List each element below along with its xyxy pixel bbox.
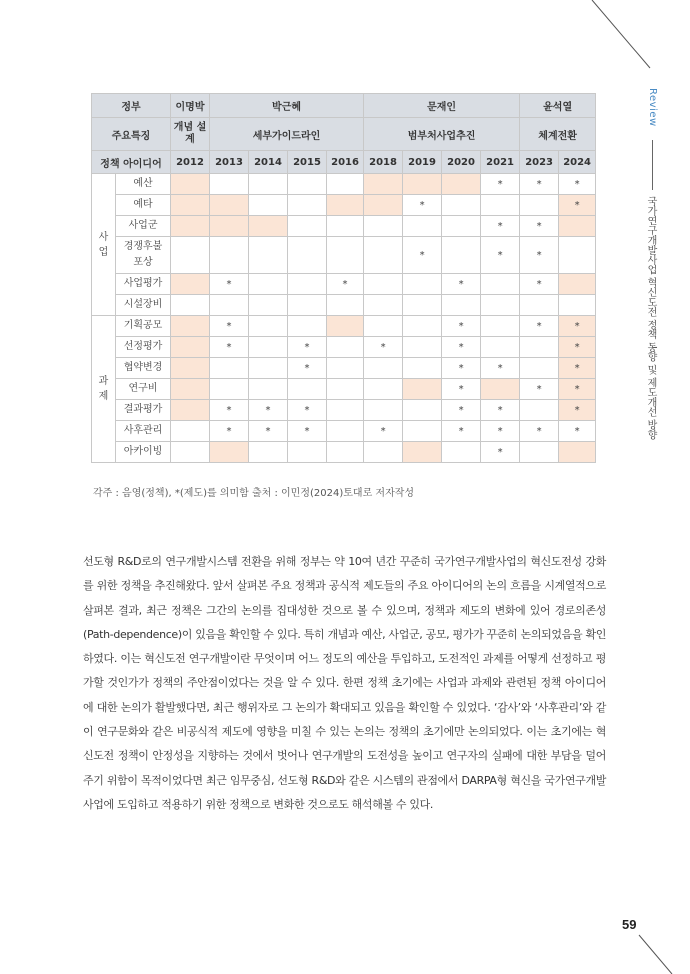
year-cell bbox=[171, 337, 210, 358]
year-cell: * bbox=[481, 237, 520, 274]
year-cell: * bbox=[442, 316, 481, 337]
year-cell bbox=[327, 216, 364, 237]
header-year: 2018 bbox=[364, 151, 403, 174]
year-cell bbox=[171, 274, 210, 295]
year-cell bbox=[364, 216, 403, 237]
year-cell: * bbox=[559, 400, 596, 421]
header-key-feature: 주요특징 bbox=[92, 118, 171, 151]
year-cell: * bbox=[288, 400, 327, 421]
year-cell bbox=[442, 442, 481, 463]
year-cell: * bbox=[559, 195, 596, 216]
year-cell bbox=[249, 337, 288, 358]
year-cell: * bbox=[481, 174, 520, 195]
year-cell bbox=[364, 316, 403, 337]
year-cell bbox=[559, 237, 596, 274]
bottom-diagonal-line bbox=[639, 935, 672, 974]
year-cell: * bbox=[210, 421, 249, 442]
year-cell: * bbox=[210, 274, 249, 295]
year-cell bbox=[442, 195, 481, 216]
year-cell bbox=[210, 237, 249, 274]
year-cell: * bbox=[481, 216, 520, 237]
year-cell bbox=[327, 295, 364, 316]
year-cell: * bbox=[403, 237, 442, 274]
year-cell: * bbox=[442, 421, 481, 442]
year-cell bbox=[327, 174, 364, 195]
year-cell: * bbox=[520, 216, 559, 237]
row-label: 아카이빙 bbox=[116, 442, 171, 463]
year-cell: * bbox=[364, 337, 403, 358]
year-cell bbox=[403, 216, 442, 237]
year-cell bbox=[327, 358, 364, 379]
year-cell: * bbox=[442, 337, 481, 358]
year-cell bbox=[364, 358, 403, 379]
year-cell bbox=[249, 358, 288, 379]
year-cell: * bbox=[210, 316, 249, 337]
running-title: 국가연구개발사업 혁신도전 정책 동향 및 제도개선 방향 bbox=[645, 196, 656, 440]
year-cell bbox=[559, 295, 596, 316]
year-cell bbox=[403, 274, 442, 295]
year-cell bbox=[171, 358, 210, 379]
side-divider bbox=[652, 140, 653, 190]
body-paragraph: 선도형 R&D로의 연구개발시스템 전환을 위해 정부는 약 10여 년간 꾸준히 국가연구개발사업의 혁신도전성 강화를 위한 정책을 추진해왔다. 앞서 살펴본 주요 정책과 공식적 제도들의 주요 아이디어의 논의 흐름을 시계열적으로 살펴본 결과, 최근 정책은 그간의 논의를 집대성한 것으로 볼 수 있으며, 정책과 제도의 변화에 있어 경로의존성(Path-dependence)이 있음을 확인할 수 있다. 특히 개념과 예산, 사업군, 공모, 평가가 꾸준히 논의되었음을 확인하였다. 이는 혁신도전 연구개발이란 무엇이며 어느 정도의 예산을 투입하고, 도전적인 과제를 어떻게 선정하고 평가할 것인가가 정책의 주안점이었다는 것을 알 수 있다. 한편 정책 초기에는 사업과 과제와 관련된 정책 아이디어에 대한 논의가 활발했다면, 최근 행위자로 그 논의가 확대되고 있음을 확인할 수 있었다. ‘감사’와 ‘사후관리’와 같이 연구문화와 같은 비공식적 제도에 영향을 미칠 수 있는 논의는 정책의 초기에만 논의되었다. 이는 초기에는 혁신도전 정책이 안정성을 지향하는 것에서 벗어나 연구개발의 도전성을 높이고 연구자의 실패에 대한 부담을 덜어주기 위함이 목적이었다면 최근 임무중심, 선도형 R&D와 같은 시스템의 관점에서 DARPA형 혁신을 국가연구개발사업에 도입하고 적용하기 위한 정책으로 변화한 것으로도 해석해볼 수 있다. bbox=[83, 555, 606, 811]
year-cell bbox=[210, 379, 249, 400]
year-cell: * bbox=[249, 421, 288, 442]
policy-idea-table bbox=[91, 93, 596, 463]
header-government: 정부 bbox=[92, 94, 171, 118]
year-cell bbox=[171, 295, 210, 316]
year-cell bbox=[288, 442, 327, 463]
year-cell bbox=[171, 442, 210, 463]
year-cell bbox=[520, 442, 559, 463]
year-cell bbox=[327, 316, 364, 337]
header-year: 2016 bbox=[327, 151, 364, 174]
row-label: 기획공모 bbox=[116, 316, 171, 337]
year-cell bbox=[481, 274, 520, 295]
year-cell: * bbox=[520, 174, 559, 195]
header-admin-park: 박근혜 bbox=[210, 94, 364, 118]
year-cell: * bbox=[559, 174, 596, 195]
year-cell: * bbox=[288, 421, 327, 442]
year-cell bbox=[481, 337, 520, 358]
year-cell: * bbox=[288, 337, 327, 358]
year-cell bbox=[520, 358, 559, 379]
year-cell bbox=[288, 174, 327, 195]
header-admin-lee: 이명박 bbox=[171, 94, 210, 118]
year-cell: * bbox=[403, 195, 442, 216]
row-label: 시설장비 bbox=[116, 295, 171, 316]
year-cell bbox=[559, 216, 596, 237]
year-cell bbox=[171, 195, 210, 216]
year-cell: * bbox=[520, 379, 559, 400]
year-cell bbox=[327, 400, 364, 421]
year-cell bbox=[481, 379, 520, 400]
year-cell bbox=[520, 400, 559, 421]
year-cell bbox=[249, 237, 288, 274]
header-year: 2023 bbox=[520, 151, 559, 174]
year-cell bbox=[210, 195, 249, 216]
year-cell bbox=[288, 295, 327, 316]
year-cell bbox=[403, 421, 442, 442]
header-policy-idea: 정책 아이디어 bbox=[92, 151, 171, 174]
year-cell bbox=[442, 237, 481, 274]
year-cell bbox=[403, 337, 442, 358]
row-label: 선정평가 bbox=[116, 337, 171, 358]
year-cell bbox=[171, 379, 210, 400]
year-cell bbox=[288, 195, 327, 216]
year-cell bbox=[520, 295, 559, 316]
year-cell bbox=[481, 316, 520, 337]
year-cell bbox=[171, 237, 210, 274]
header-year: 2024 bbox=[559, 151, 596, 174]
group-label: 과 제 bbox=[92, 316, 116, 463]
header-feature-transition: 체계전환 bbox=[520, 118, 596, 151]
year-cell: * bbox=[559, 358, 596, 379]
year-cell bbox=[364, 237, 403, 274]
year-cell: * bbox=[520, 237, 559, 274]
year-cell bbox=[481, 195, 520, 216]
header-feature-guideline: 세부가이드라인 bbox=[210, 118, 364, 151]
year-cell bbox=[249, 295, 288, 316]
year-cell bbox=[171, 421, 210, 442]
year-cell bbox=[403, 442, 442, 463]
year-cell bbox=[364, 379, 403, 400]
year-cell bbox=[327, 237, 364, 274]
year-cell: * bbox=[327, 274, 364, 295]
header-year: 2014 bbox=[249, 151, 288, 174]
year-cell bbox=[559, 442, 596, 463]
year-cell bbox=[364, 195, 403, 216]
year-cell: * bbox=[559, 421, 596, 442]
year-cell: * bbox=[481, 421, 520, 442]
year-cell bbox=[210, 216, 249, 237]
year-cell: * bbox=[442, 358, 481, 379]
header-year: 2021 bbox=[481, 151, 520, 174]
year-cell bbox=[442, 216, 481, 237]
year-cell bbox=[288, 237, 327, 274]
year-cell bbox=[249, 442, 288, 463]
year-cell bbox=[171, 174, 210, 195]
row-label: 예산 bbox=[116, 174, 171, 195]
year-cell bbox=[520, 195, 559, 216]
year-cell: * bbox=[442, 274, 481, 295]
year-cell: * bbox=[364, 421, 403, 442]
header-year: 2013 bbox=[210, 151, 249, 174]
row-label: 협약변경 bbox=[116, 358, 171, 379]
year-cell bbox=[559, 274, 596, 295]
year-cell bbox=[364, 400, 403, 421]
header-feature-interministry: 범부처사업추진 bbox=[364, 118, 520, 151]
year-cell bbox=[364, 442, 403, 463]
top-diagonal-line bbox=[592, 0, 650, 68]
year-cell: * bbox=[442, 379, 481, 400]
year-cell bbox=[403, 295, 442, 316]
year-cell bbox=[327, 421, 364, 442]
year-cell bbox=[210, 442, 249, 463]
year-cell bbox=[327, 379, 364, 400]
year-cell: * bbox=[288, 358, 327, 379]
group-label: 사 업 bbox=[92, 174, 116, 316]
year-cell bbox=[249, 274, 288, 295]
year-cell: * bbox=[559, 379, 596, 400]
year-cell: * bbox=[442, 400, 481, 421]
header-year: 2015 bbox=[288, 151, 327, 174]
year-cell bbox=[481, 295, 520, 316]
year-cell bbox=[327, 195, 364, 216]
year-cell: * bbox=[210, 400, 249, 421]
header-admin-yoon: 윤석열 bbox=[520, 94, 596, 118]
year-cell bbox=[171, 316, 210, 337]
year-cell: * bbox=[481, 442, 520, 463]
year-cell: * bbox=[559, 337, 596, 358]
year-cell: * bbox=[481, 358, 520, 379]
year-cell: * bbox=[249, 400, 288, 421]
year-cell bbox=[403, 174, 442, 195]
row-label: 예타 bbox=[116, 195, 171, 216]
year-cell bbox=[364, 174, 403, 195]
year-cell bbox=[249, 216, 288, 237]
year-cell bbox=[249, 379, 288, 400]
year-cell bbox=[327, 442, 364, 463]
year-cell bbox=[403, 400, 442, 421]
year-cell: * bbox=[481, 400, 520, 421]
year-cell bbox=[249, 195, 288, 216]
year-cell bbox=[442, 174, 481, 195]
row-label: 결과평가 bbox=[116, 400, 171, 421]
row-label: 사업평가 bbox=[116, 274, 171, 295]
year-cell bbox=[403, 379, 442, 400]
year-cell: * bbox=[520, 274, 559, 295]
year-cell bbox=[171, 400, 210, 421]
year-cell bbox=[288, 316, 327, 337]
page-number: 59 bbox=[622, 917, 637, 932]
year-cell: * bbox=[210, 337, 249, 358]
header-year: 2020 bbox=[442, 151, 481, 174]
row-label: 경쟁후불 포상 bbox=[116, 237, 171, 274]
year-cell bbox=[288, 274, 327, 295]
year-cell bbox=[403, 316, 442, 337]
year-cell: * bbox=[520, 421, 559, 442]
header-year: 2012 bbox=[171, 151, 210, 174]
year-cell bbox=[364, 295, 403, 316]
year-cell bbox=[442, 295, 481, 316]
year-cell bbox=[327, 337, 364, 358]
year-cell bbox=[403, 358, 442, 379]
row-label: 연구비 bbox=[116, 379, 171, 400]
year-cell bbox=[249, 174, 288, 195]
header-year: 2019 bbox=[403, 151, 442, 174]
year-cell bbox=[364, 274, 403, 295]
row-label: 사업군 bbox=[116, 216, 171, 237]
year-cell bbox=[249, 316, 288, 337]
row-label: 사후관리 bbox=[116, 421, 171, 442]
year-cell bbox=[171, 216, 210, 237]
header-feature-concept: 개념 설계 bbox=[171, 118, 210, 151]
year-cell bbox=[288, 379, 327, 400]
table-caption: 각주 : 음영(정책), *(제도)를 의미함 출처 : 이민정(2024)토대로 저자작성 bbox=[93, 488, 415, 499]
section-label: Review bbox=[647, 88, 658, 127]
year-cell bbox=[520, 337, 559, 358]
year-cell: * bbox=[520, 316, 559, 337]
header-admin-moon: 문재인 bbox=[364, 94, 520, 118]
year-cell bbox=[210, 295, 249, 316]
year-cell: * bbox=[559, 316, 596, 337]
year-cell bbox=[210, 358, 249, 379]
year-cell bbox=[210, 174, 249, 195]
year-cell bbox=[288, 216, 327, 237]
